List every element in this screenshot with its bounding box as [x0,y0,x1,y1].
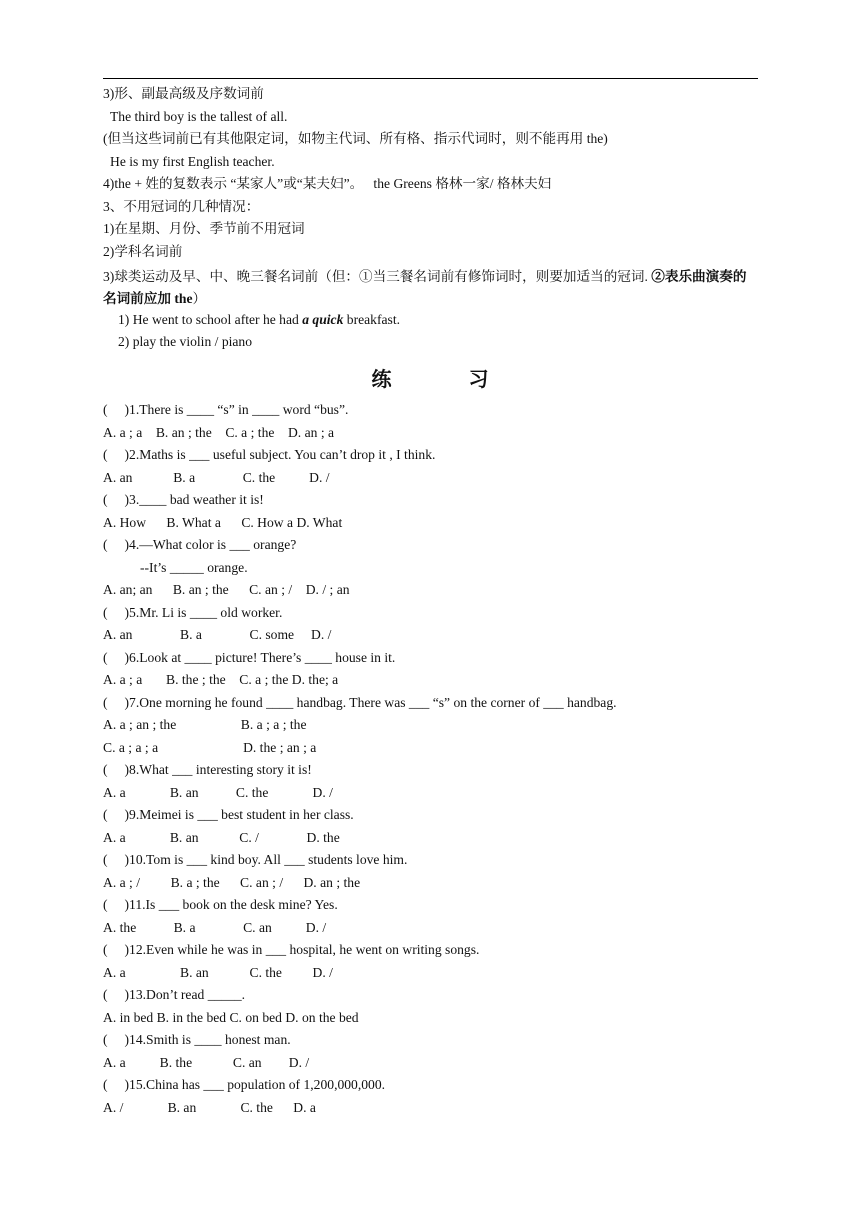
note-line: 4)the + 姓的复数表示 “某家人”或“某夫妇”。 the Greens 格林一家/ 格林夫妇 [103,176,552,191]
answer-options: A. a B. an C. the D. / [103,964,333,980]
question-stem: ( )5.Mr. Li is ____ old worker. [103,604,283,620]
answer-options: A. a ; a B. the ; the C. a ; the D. the; a [103,672,339,687]
answer-options: A. a B. the C. an D. / [103,1054,310,1070]
answer-options: A. a B. an C. / D. the [103,829,340,845]
note-line: 3)形、副最高级及序数词前 [103,86,264,101]
question-stem: ( )1.There is ____ “s” in ____ word “bus”. [103,402,349,417]
answer-options: C. a ; a ; a D. the ; an ; a [103,739,317,755]
note-bold-text: ②表乐曲演奏的名词前应加 the [103,269,747,306]
note-text: ） [192,291,207,306]
example-line: 2) play the violin / piano [118,334,253,349]
question-stem: ( )10.Tom is ___ kind boy. All ___ students love him. [103,852,408,867]
answer-options: A. a B. an C. the D. / [103,784,333,800]
question-stem: ( )14.Smith is ____ honest man. [103,1032,291,1047]
note-line: 1)在星期、月份、季节前不用冠词 [103,221,305,236]
answer-options: A. an B. a C. some D. / [103,627,332,642]
note-line: (但当这些词前已有其他限定词，如物主代词、所有格、指示代词时，则不能再用 the) [103,131,608,146]
answer-options: A. in bed B. in the bed C. on bed D. on the bed [103,1009,359,1025]
answer-options: A. How B. What a C. How a D. What [103,514,343,530]
answer-options: A. the B. a C. an D. / [103,919,327,935]
example-text: breakfast. [343,312,401,327]
example-line [118,312,400,328]
answer-options: A. a ; a B. an ; the C. a ; the D. an ; a [103,424,335,440]
example-emphasis: a quick [302,312,344,327]
note-paragraph [103,266,758,310]
question-stem: ( )3.____ bad weather it is! [103,492,264,507]
question-stem: ( )15.China has ___ population of 1,200,000,000. [103,1077,386,1092]
note-line: 3、不用冠词的几种情况： [103,199,260,214]
answer-options: A. a ; / B. a ; the C. an ; / D. an ; the [103,874,361,890]
answer-options: A. / B. an C. the D. a [103,1099,316,1115]
question-stem: ( )13.Don’t read _____. [103,987,246,1002]
question-stem: ( )7.One morning he found ____ handbag. There was ___ “s” on the corner of ___ handbag. [103,694,617,710]
top-rule [103,78,758,79]
section-title: 练 习 [371,369,525,391]
note-line: He is my first English teacher. [110,154,275,169]
note-text: 3)球类运动及早、中、晚三餐名词前（但：①当三餐名词前有修饰词时，则要加适当的冠词. [103,269,652,284]
example-text: 1) He went to school after he had [118,312,303,327]
answer-options: A. an; an B. an ; the C. an ; / D. / ; an [103,582,350,597]
answer-options: A. a ; an ; the B. a ; a ; the [103,717,307,732]
question-stem: ( )4.—What color is ___ orange? [103,537,297,552]
note-line: 2)学科名词前 [103,244,183,259]
note-line: The third boy is the tallest of all. [110,109,288,124]
question-stem: ( )9.Meimei is ___ best student in her class. [103,807,354,822]
question-stem: ( )8.What ___ interesting story it is! [103,762,312,777]
question-stem: ( )12.Even while he was in ___ hospital, he went on writing songs. [103,942,480,957]
question-sub-line: --It’s _____ orange. [140,559,248,575]
answer-options: A. an B. a C. the D. / [103,469,330,485]
question-stem: ( )11.Is ___ book on the desk mine? Yes. [103,897,338,912]
question-stem: ( )2.Maths is ___ useful subject. You can’t drop it , I think. [103,447,436,462]
question-stem: ( )6.Look at ____ picture! There’s ____ house in it. [103,649,396,665]
